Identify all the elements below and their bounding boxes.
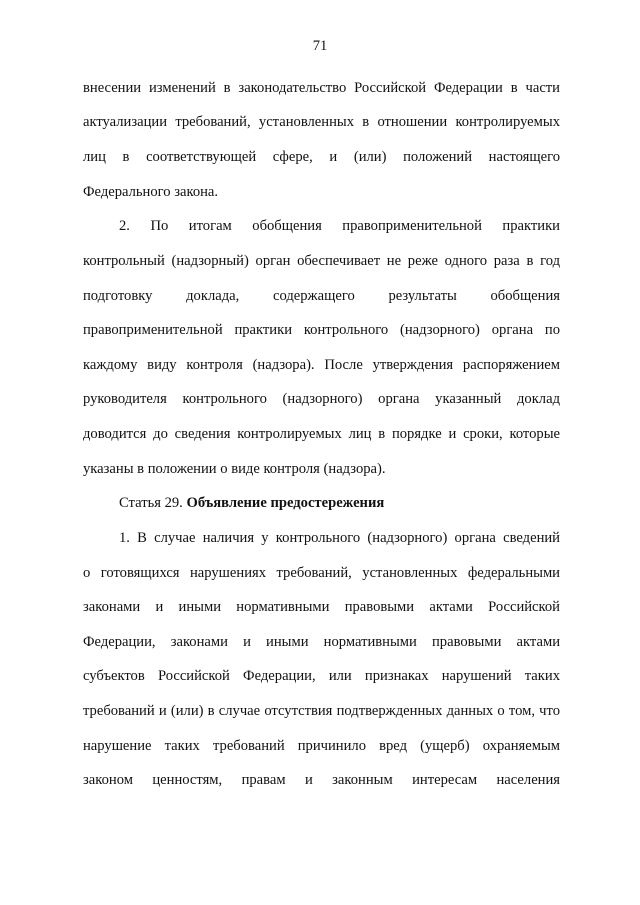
text-line-2: актуализации требований, установленных в отношении контролируемых	[83, 114, 560, 130]
text-line-11: доводится до сведения контролируемых лиц в порядке и сроки, которые	[83, 426, 560, 442]
text-line-20: нарушение таких требований причинило вред (ущерб) охраняемым	[83, 738, 560, 754]
text-line-9: каждому виду контроля (надзора). После утверждения распоряжением	[83, 357, 560, 373]
text-line-7: подготовку доклада, содержащего результаты обобщения	[83, 288, 560, 304]
paragraph-3-line-1: 1. В случае наличия у контрольного (надзорного) органа сведений	[119, 530, 560, 546]
text-line-16: законами и иными нормативными правовыми актами Российской	[83, 599, 560, 615]
text-line-21: законом ценностям, правам и законным интересам населения	[83, 772, 560, 788]
text-line-15: о готовящихся нарушениях требований, установленных федеральными	[83, 565, 560, 581]
article-heading	[119, 494, 560, 512]
text-line-1: внесении изменений в законодательство Российской Федерации в части	[83, 80, 560, 96]
text-line-6: контрольный (надзорный) орган обеспечивает не реже одного раза в год	[83, 253, 560, 269]
text-line-4: Федерального закона.	[83, 184, 219, 200]
paragraph-2-line-1: 2. По итогам обобщения правоприменительной практики	[119, 218, 560, 234]
text-line-3: лиц в соответствующей сфере, и (или) положений настоящего	[83, 149, 560, 165]
text-line-12: указаны в положении о виде контроля (надзора).	[83, 461, 386, 477]
page-number: 71	[312, 38, 328, 54]
text-line-10: руководителя контрольного (надзорного) органа указанный доклад	[83, 391, 560, 407]
text-line-19: требований и (или) в случае отсутствия подтвержденных данных о том, что	[83, 703, 560, 719]
article-title: Объявление предостережения	[186, 495, 385, 511]
text-line-18: субъектов Российской Федерации, или признаках нарушений таких	[83, 668, 560, 684]
text-line-8: правоприменительной практики контрольного (надзорного) органа по	[83, 322, 560, 338]
article-number: Статья 29.	[119, 495, 187, 511]
text-line-17: Федерации, законами и иными нормативными правовыми актами	[83, 634, 560, 650]
